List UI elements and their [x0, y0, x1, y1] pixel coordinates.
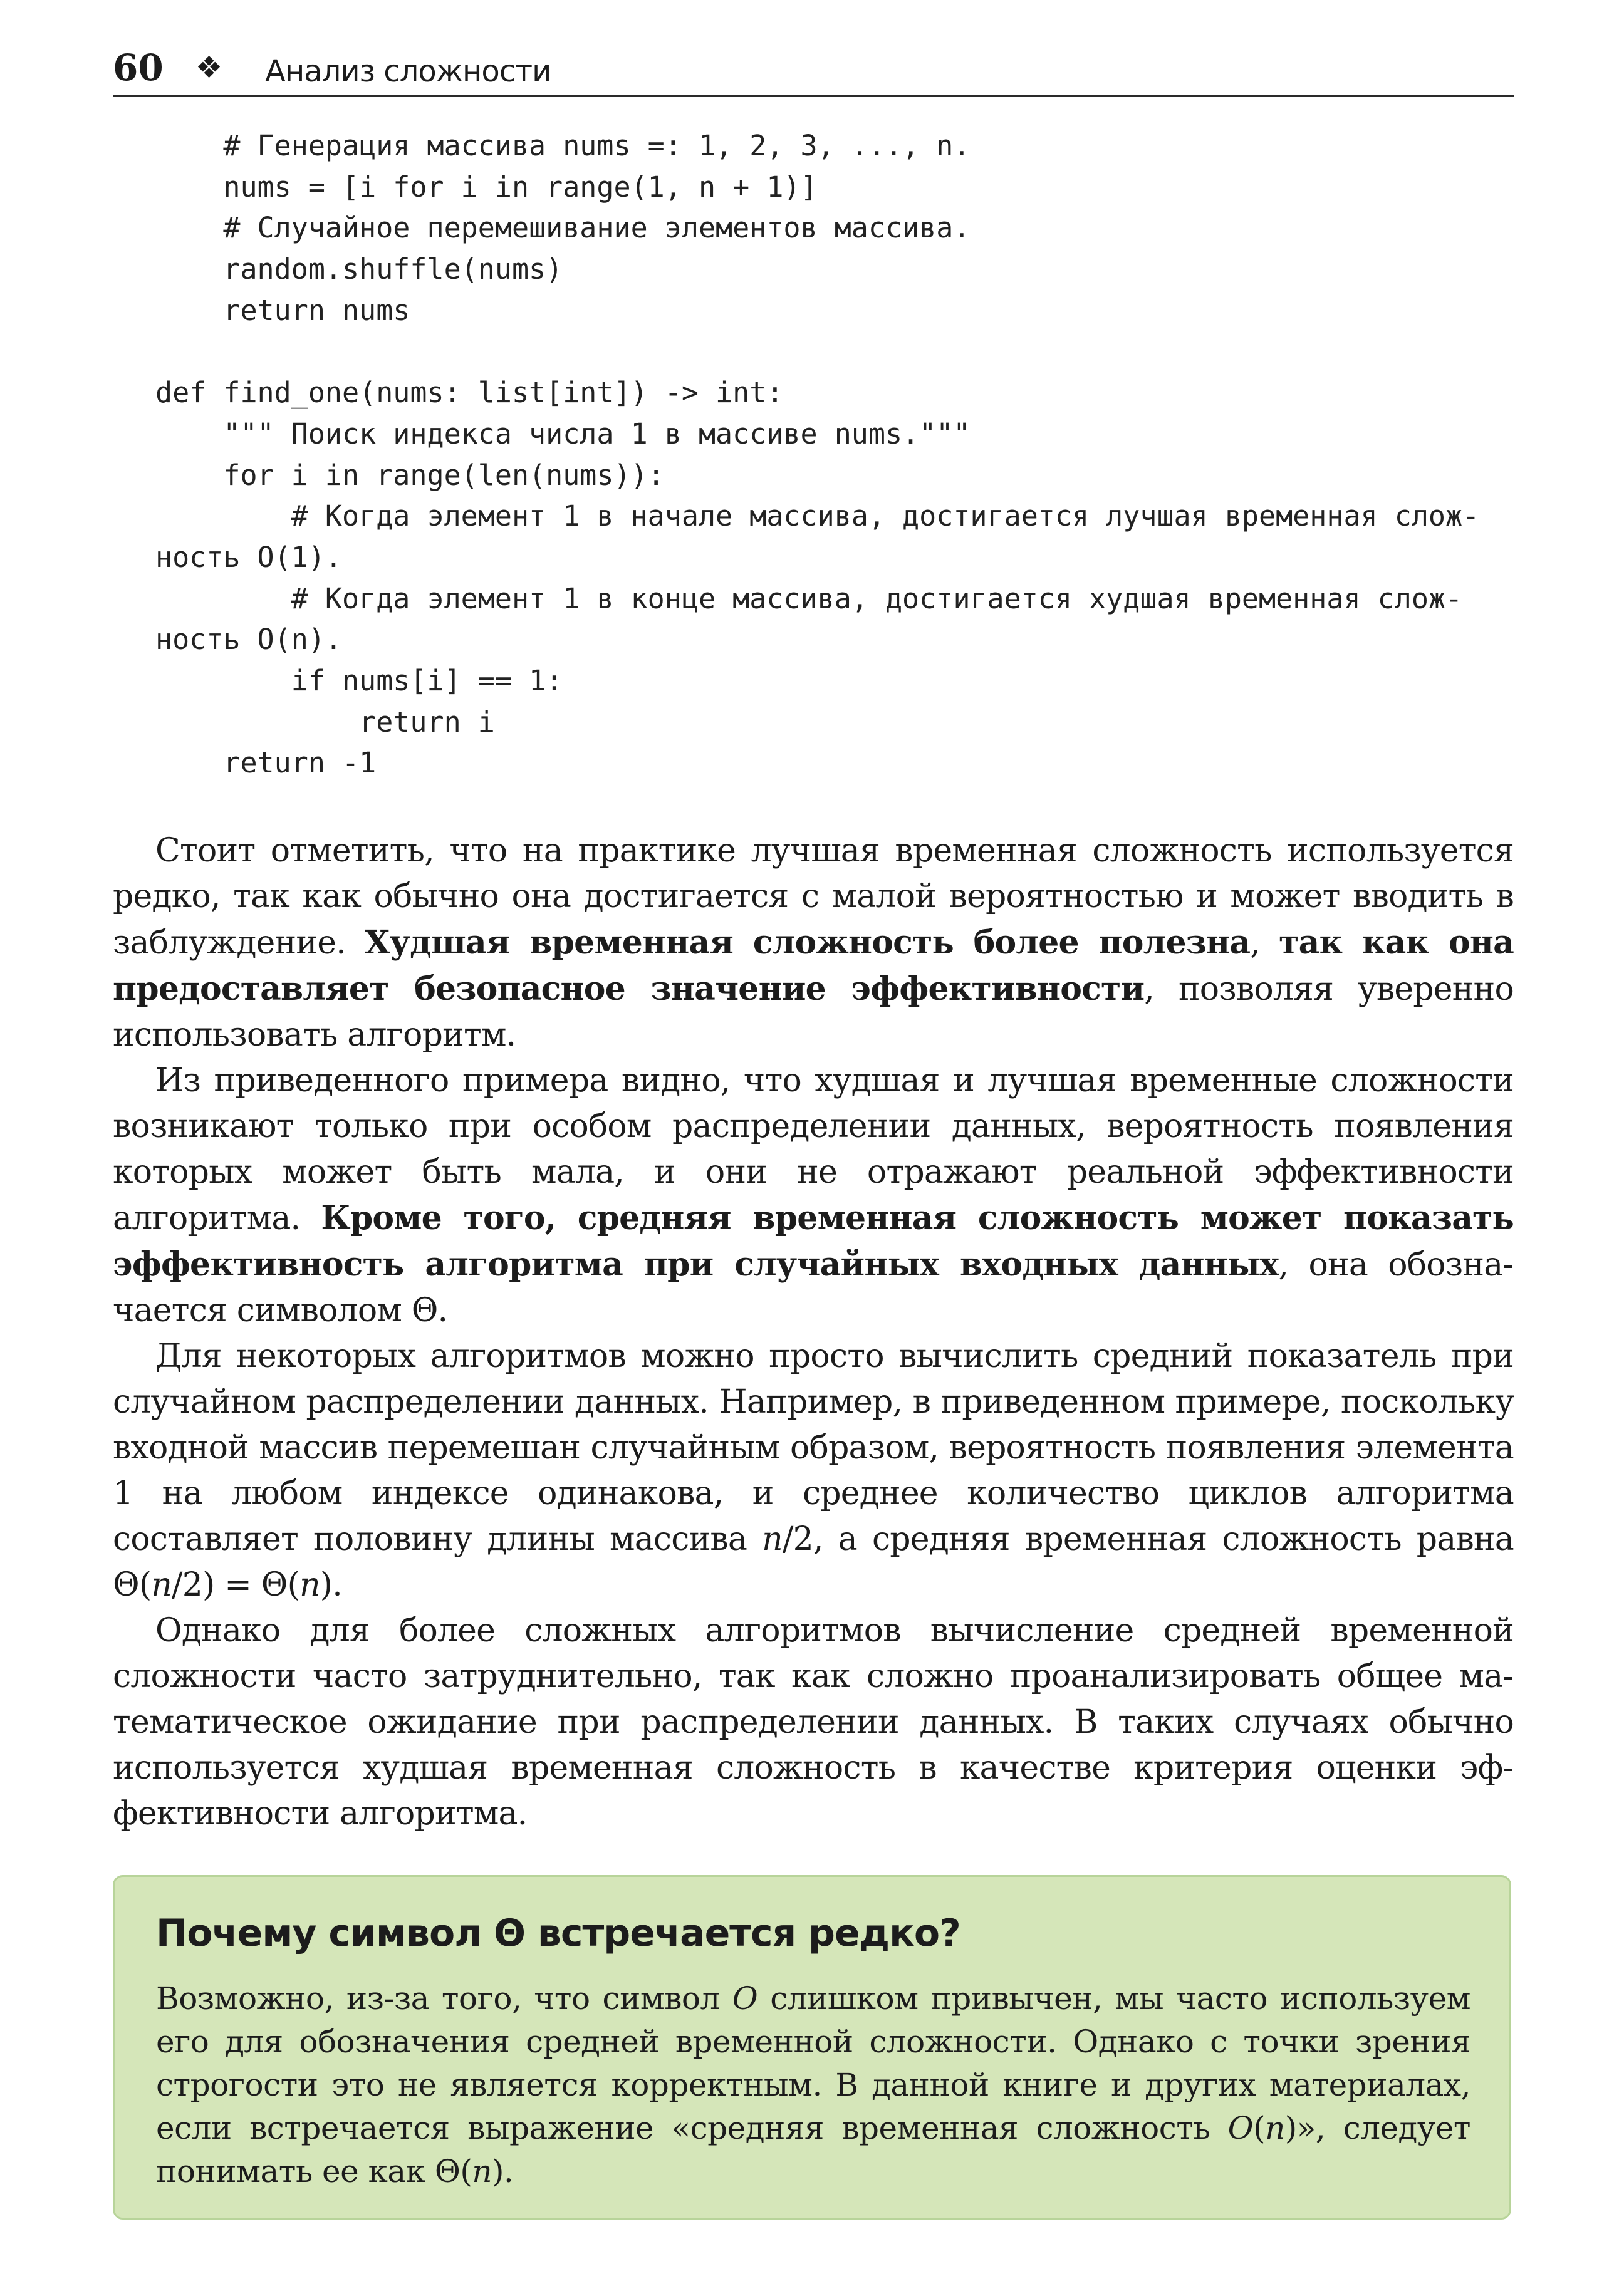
- code-line: return i: [155, 705, 495, 739]
- code-listing: [155, 125, 1515, 784]
- paragraph-2: Из приведенного примера видно, что худшая и лучшая временные сложности возникают только при особом распределении данных, вероятность появления которых может быть мала, и они не отражают реальной эффективности алгоритма. Кроме того, средняя временная сложность может показать эффективность алгоритма при случайных входных данных, она обозначается символом Θ.: [113, 1062, 1514, 1329]
- running-header: [113, 39, 1514, 97]
- note-callout: [113, 1875, 1511, 2220]
- code-line: nums = [i for i in range(1, n + 1)]: [155, 170, 818, 204]
- code-line: return nums: [155, 293, 410, 327]
- callout-text: Возможно, из-за того, что символ O слишком привычен, мы часто используем его для обозначения средней временной сложности. Однако с точки зрения строгости это не является корректным. В данной книге и других материалах, если встречается выражение «средняя временная сложность O(n)», следует понимать ее как Θ(n).: [156, 1980, 1471, 2190]
- code-line: # Когда элемент 1 в конце массива, достигается худшая временная слож-: [155, 581, 1463, 615]
- code-line: def find_one(nums: list[int]) -> int:: [155, 376, 784, 410]
- page-number: 60: [113, 46, 164, 89]
- code-line: [155, 331, 1515, 372]
- running-title: Анализ сложности: [265, 54, 551, 89]
- code-line: return -1: [155, 746, 377, 780]
- code-line: # Случайное перемешивание элементов массива.: [155, 211, 971, 245]
- ornament-icon: ❖: [195, 50, 223, 85]
- code-line: ность O(n).: [155, 623, 343, 657]
- code-line: random.shuffle(nums): [155, 252, 563, 286]
- code-line: ность O(1).: [155, 540, 343, 574]
- paragraph-1: Стоит отметить, что на практике лучшая временная сложность используется редко, так как обычно она достигается с малой вероятностью и может вводить в заблуждение. Худшая временная сложность более полезна, так как она предоставляет безопасное значение эффективности, позволяя уверенно использовать алгоритм.: [113, 832, 1514, 1054]
- code-line: # Генерация массива nums =: 1, 2, 3, ..., n.: [155, 129, 971, 162]
- code-line: if nums[i] == 1:: [155, 663, 563, 697]
- callout-title: Почему символ Θ встречается редко?: [156, 1911, 960, 1955]
- code-line: for i in range(len(nums)):: [155, 458, 665, 492]
- paragraph-4: Однако для более сложных алгоритмов вычисление средней временной сложности часто затруднительно, так как сложно проанализировать общее математическое ожидание при распределении данных. В таких случаях обычно используется худшая временная сложность в качестве критерия оценки эффективности алгоритма.: [113, 1612, 1514, 1832]
- book-page: [113, 0, 1514, 2296]
- code-line: """ Поиск индекса числа 1 в массиве nums.""": [155, 417, 971, 450]
- body-text: [113, 828, 1514, 1837]
- code-line: # Когда элемент 1 в начале массива, достигается лучшая временная слож-: [155, 499, 1480, 533]
- paragraph-3: Для некоторых алгоритмов можно просто вычислить средний показатель при случайном распределении данных. Например, в приведенном примере, поскольку входной массив перемешан случайным образом, вероятность появления элемента 1 на любом индексе одинакова, и среднее количество циклов алгоритма составляет половину длины массива n/2, а средняя временная сложность равна Θ(n/2) = Θ(n).: [113, 1338, 1514, 1604]
